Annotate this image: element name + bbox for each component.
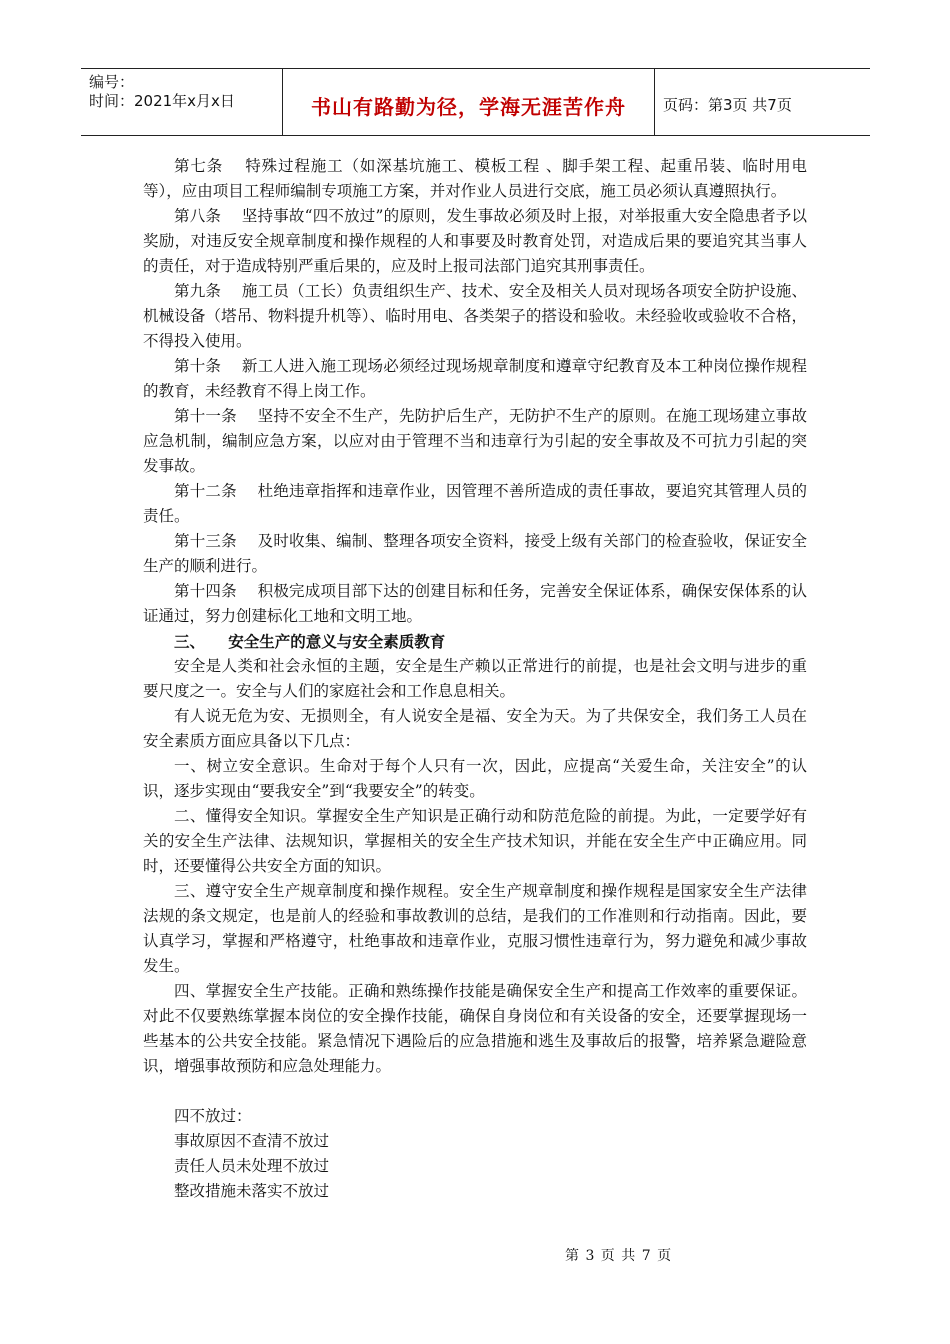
four-not-release-title: 四不放过：: [174, 1107, 252, 1125]
header-page-code: 页码：第3页 共7页: [663, 95, 792, 114]
article-9: 第九条 施工员（工长）负责组织生产、技术、安全及相关人员对现场各项安全防护设施、机械设备（塔吊、物料提升机等）、临时用电、各类架子的搭设和验收。未经验收或验收不合格，不得投入使用。: [143, 282, 807, 350]
page-header: [81, 68, 870, 136]
article-7: 第七条 特殊过程施工（如深基坑施工、模板工程 、脚手架工程、起重吊装、临时用电等），应由项目工程师编制专项施工方案，并对作业人员进行交底，施工员必须认真遵照执行。: [143, 157, 807, 200]
section-3-point-4: 四、掌握安全生产技能。正确和熟练操作技能是确保安全生产和提高工作效率的重要保证。对此不仅要熟练掌握本岗位的安全操作技能，确保自身岗位和有关设备的安全，还要掌握现场一些基本的公共安全技能。紧急情况下遇险后的应急措施和逃生及事故后的报警，培养紧急避险意识，增强事故预防和应急处理能力。: [143, 982, 807, 1075]
page-footer: 第 3 页 共 7 页: [565, 1248, 673, 1264]
date-label: 时间：2021年x月x日: [89, 92, 235, 110]
section-3-para-1: 安全是人类和社会永恒的主题，安全是生产赖以正常进行的前提，也是社会文明与进步的重要尺度之一。安全与人们的家庭社会和工作息息相关。: [143, 657, 807, 700]
header-meta: [81, 69, 283, 135]
article-13: 第十三条 及时收集、编制、整理各项安全资料，接受上级有关部门的检查验收，保证安全生产的顺利进行。: [143, 532, 807, 575]
four-not-release-item: 整改措施未落实不放过: [174, 1182, 330, 1200]
section-3-heading: 三、 安全生产的意义与安全素质教育: [174, 632, 446, 651]
document-body: [143, 154, 807, 1204]
article-8: 第八条 坚持事故“四不放过”的原则，发生事故必须及时上报，对举报重大安全隐患者予以奖励，对违反安全规章制度和操作规程的人和事要及时教育处罚，对造成后果的要追究其当事人的责任，对于造成特别严重后果的，应及时上报司法部门追究其刑事责任。: [143, 207, 807, 275]
article-12: 第十二条 杜绝违章指挥和违章作业，因管理不善所造成的责任事故，要追究其管理人员的责任。: [143, 482, 807, 525]
section-3-point-1: 一、树立安全意识。生命对于每个人只有一次，因此，应提高“关爱生命，关注安全”的认识，逐步实现由“要我安全”到“我要安全”的转变。: [143, 757, 807, 800]
section-3-point-3: 三、遵守安全生产规章制度和操作规程。安全生产规章制度和操作规程是国家安全生产法律法规的条文规定，也是前人的经验和事故教训的总结，是我们的工作准则和行动指南。因此，要认真学习，掌握和严格遵守，杜绝事故和违章作业，克服习惯性违章行为，努力避免和减少事故发生。: [143, 882, 807, 975]
section-3-point-2: 二、懂得安全知识。掌握安全生产知识是正确行动和防范危险的前提。为此，一定要学好有关的安全生产法律、法规知识，掌握相关的安全生产技术知识，并能在安全生产中正确应用。同时，还要懂得公共安全方面的知识。: [143, 807, 807, 875]
serial-label: 编号：: [89, 73, 135, 91]
spacer: [143, 1079, 807, 1104]
four-not-release-item: 责任人员未处理不放过: [174, 1157, 330, 1175]
section-3-para-2: 有人说无危为安、无损则全，有人说安全是福、安全为天。为了共保安全，我们务工人员在安全素质方面应具备以下几点：: [143, 707, 807, 750]
four-not-release-item: 事故原因不查清不放过: [174, 1132, 330, 1150]
article-10: 第十条 新工人进入施工现场必须经过现场规章制度和遵章守纪教育及本工种岗位操作规程的教育，未经教育不得上岗工作。: [143, 357, 807, 400]
article-11: 第十一条 坚持不安全不生产，先防护后生产，无防护不生产的原则。在施工现场建立事故应急机制，编制应急方案，以应对由于管理不当和违章行为引起的安全事故及不可抗力引起的突发事故。: [143, 407, 807, 475]
article-14: 第十四条 积极完成项目部下达的创建目标和任务，完善安全保证体系，确保安保体系的认证通过，努力创建标化工地和文明工地。: [143, 582, 807, 625]
header-motto: 书山有路勤为径，学海无涯苦作舟: [283, 69, 655, 135]
